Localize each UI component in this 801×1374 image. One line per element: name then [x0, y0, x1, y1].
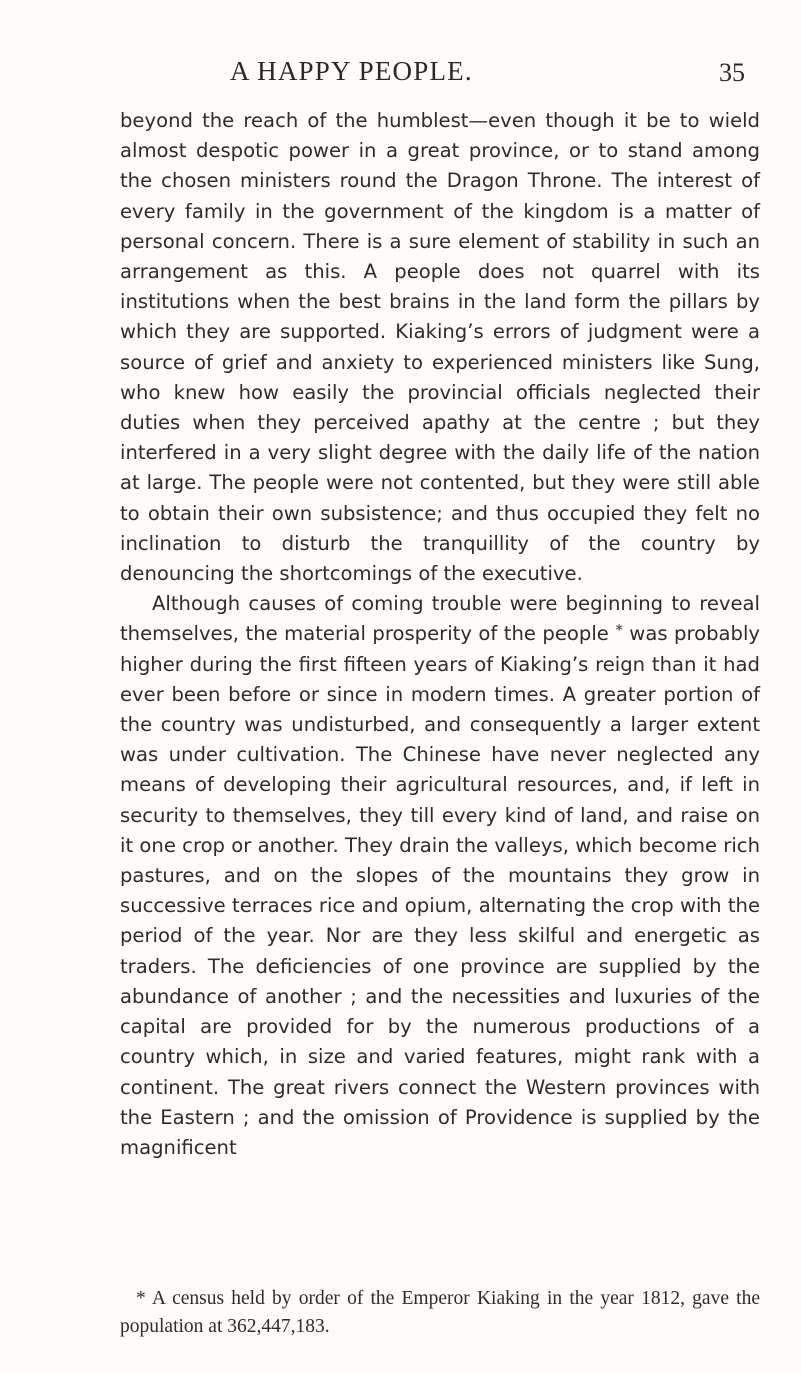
footnote-reference: *	[615, 621, 623, 640]
page-number: 35	[719, 58, 745, 87]
body-text	[120, 106, 760, 1163]
paragraph-2	[120, 589, 760, 1163]
page-header	[118, 50, 757, 90]
paragraph-2-start: Although causes of coming trouble were beginning to reveal themselves, the material prosperity of the people	[120, 592, 760, 646]
footnote-text: * A census held by order of the Emperor Kiaking in the year 1812, gave the population at 362,447,183.	[120, 1288, 760, 1337]
footnote	[120, 1285, 760, 1341]
paragraph-1: beyond the reach of the humblest—even though it be to wield almost despotic power in a great province, or to stand among the chosen ministers round the Dragon Throne. The interest of every family in the government of the kingdom is a matter of personal concern. There is a sure element of stability in such an arrangement as this. A people does not quarrel with its institutions when the best brains in the land form the pillars by which they are supported. Kiaking’s errors of judgment were a source of grief and anxiety to experienced ministers like Sung, who knew how easily the provincial officials neglected their duties when they perceived apathy at the centre ; but they interfered in a very slight degree with the daily life of the nation at large. The people were not contented, but they were still able to obtain their own subsistence; and thus occupied they felt no inclination to disturb the tranquillity of the country by denouncing the shortcomings of the executive.	[120, 109, 760, 586]
running-title: A HAPPY PEOPLE.	[230, 56, 473, 86]
paragraph-2-rest: was probably higher during the first fifteen years of Kiaking’s reign than it had ever been before or since in modern times. A greater portion of the country was undisturbed, and consequently a larger extent was under cultivation. The Chinese have never neglected any means of developing their agricultural resources, and, if left in security to themselves, they till every kind of land, and raise on it one crop or another. They drain the valleys, which become rich pastures, and on the slopes of the mountains they grow in successive terraces rice and opium, alternating the crop with the period of the year. Nor are they less skilful and energetic as traders. The deficiencies of one province are supplied by the abundance of another ; and the necessities and luxuries of the capital are provided for by the numerous productions of a country which, in size and varied features, might rank with a continent. The great rivers connect the Western provinces with the Eastern ; and the omission of Providence is supplied by the magnificent	[120, 622, 760, 1159]
